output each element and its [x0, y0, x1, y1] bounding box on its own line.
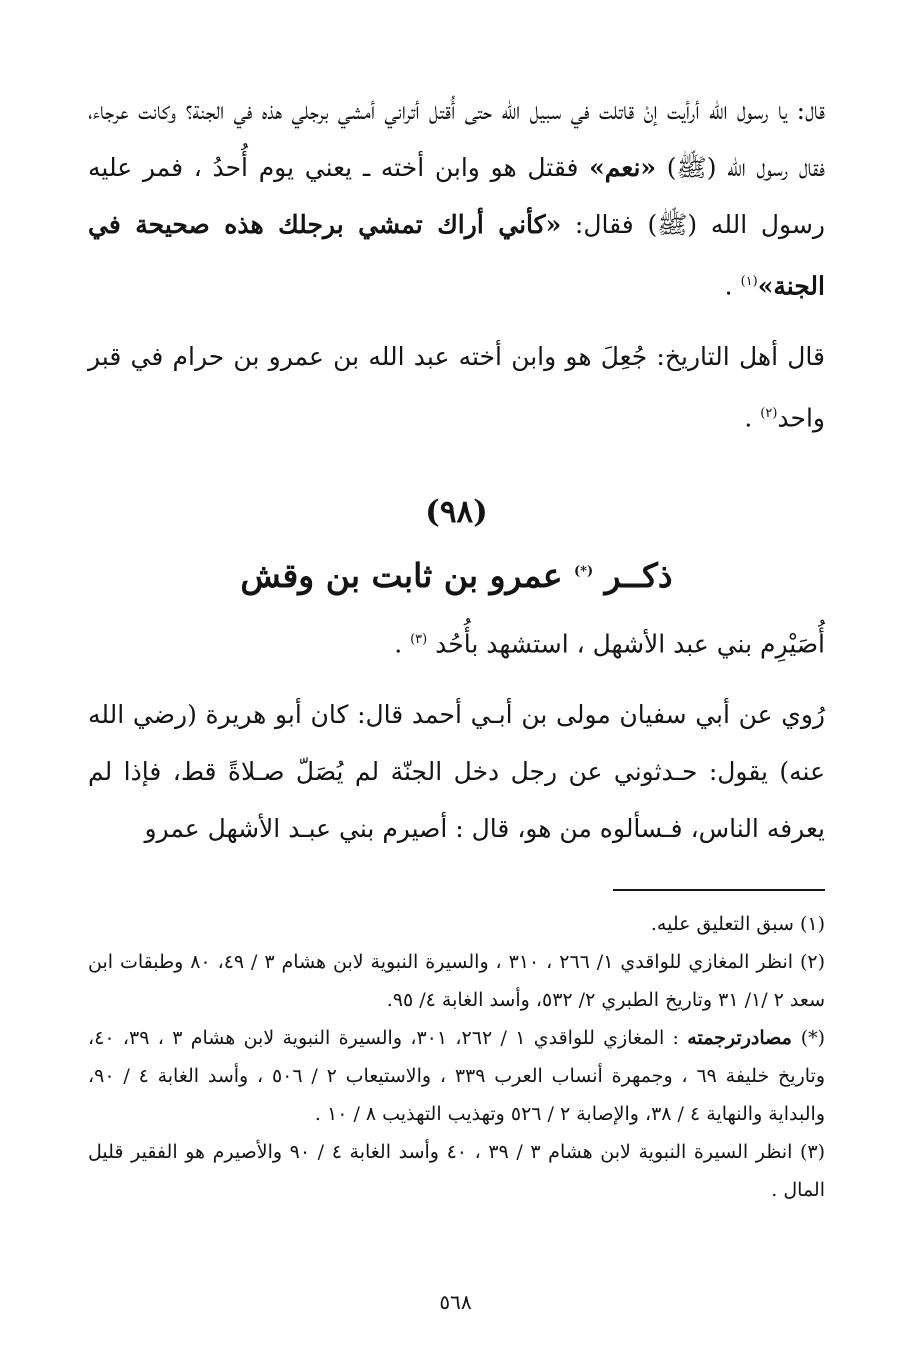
footnote-star — [88, 1019, 825, 1133]
footnote-1 — [88, 905, 825, 943]
footnote-ref-3: (٣) — [410, 631, 428, 647]
paragraph-4 — [88, 686, 825, 857]
section-title-prefix: ذكــر — [593, 555, 673, 595]
paragraph-1-end: . — [724, 271, 741, 301]
footnote-divider — [613, 889, 825, 891]
footnote-1-mark: (١) — [799, 912, 825, 935]
footnote-ref-1: (١) — [740, 274, 758, 289]
section-title-name: عمرو بن ثابت بن وقش — [240, 555, 574, 595]
page-number: ٥٦٨ — [439, 1290, 472, 1314]
quote-naam: «نعم» — [589, 153, 657, 182]
footnote-3-mark: (٣) — [799, 1140, 826, 1163]
section-title — [88, 547, 825, 601]
footnote-star-text: : المغازي للواقدي ١ / ٢٦٢، ٣٠١، والسيرة النبوية لابن هشام ٣ ، ٣٩، ٤٠، وتاريخ خليفة ٦٩ ، وجمهرة أنساب العرب ٣٣٩ ، والاستيعاب ٢ / ٥٠٦ ، وأسد الغابة ٤ / ٩٠، والبداية والنهاية ٤ / ٣٨، والإصابة ٢ / ٥٢٦ وتهذيب التهذيب ٨ / ١٠ . — [88, 1026, 825, 1125]
section-title-ref: (*) — [574, 563, 594, 579]
quote-hadith: «كأني أراك تمشي برجلك هذه صحيحة في الجنة» — [88, 210, 825, 301]
footnote-1-text: سبق التعليق عليه. — [650, 912, 800, 935]
paragraph-3 — [88, 611, 825, 672]
paragraph-2 — [88, 328, 825, 446]
paragraph-4-text: رُوي عن أبي سفيان مولى بن أبـي أحمد قال: كان أبو هريرة (رضي الله عنه) يقول: حـدثوني عن رجل دخل الجنّة لم يُصَلّ صـلاةً قط، فإذا لم يعرفه الناس، فـسألوه من هو، قال : أصيرم بني عبـد الأشهل عمرو — [88, 699, 825, 843]
footnotes — [88, 905, 825, 1209]
footnote-3-text: انظر السيرة النبوية لابن هشام ٣ / ٣٩ ، ٤٠ وأسد الغابة ٤ / ٩٠ والأصيرم هو الفقير قليل المال . — [88, 1140, 825, 1201]
paragraph-3-text: أُصَيْرِم بني عبد الأشهل ، استشهد بأُحُد — [427, 628, 825, 658]
paragraph-1-text-a: قال: يا رسول الله أرأيت إنْ قاتلت في سبيل الله حتى أُقتل أتراني أمشي برجلي هذه في الجنة؟ وكانت عرجاء، فقال رسول الله (ﷺ) — [88, 96, 825, 182]
footnote-2-mark: (٢) — [799, 950, 826, 973]
footnote-2 — [88, 943, 825, 1019]
paragraph-1 — [88, 82, 825, 314]
footnote-3 — [88, 1133, 825, 1209]
paragraph-2-text: قال أهل التاريخ: جُعِلَ هو وابن أخته عبد الله بن عمرو بن حرام في قبر واحد — [88, 342, 825, 433]
paragraph-2-end: . — [744, 403, 761, 433]
footnote-2-text: انظر المغازي للواقدي ١/ ٢٦٦ ، ٣١٠ ، والسيرة النبوية لابن هشام ٣ / ٤٩، ٨٠ وطبقات ابن سعد ٢ /١/ ٣١ وتاريخ الطبري ٢/ ٥٣٢، وأسد الغابة ٤/ ٩٥. — [88, 950, 825, 1011]
footnote-ref-2: (٢) — [760, 406, 778, 422]
paragraph-3-end: . — [394, 628, 411, 658]
footnote-star-label: مصادرترجمته — [687, 1026, 801, 1049]
paragraph-1-text-c: فقتل هو وابن أخته ـ يعني يوم أُحدُ ، فمر عليه رسول الله (ﷺ) فقال: — [88, 153, 825, 239]
section-number: (٩٨) — [425, 493, 488, 530]
footnote-star-mark: (*) — [800, 1026, 826, 1049]
